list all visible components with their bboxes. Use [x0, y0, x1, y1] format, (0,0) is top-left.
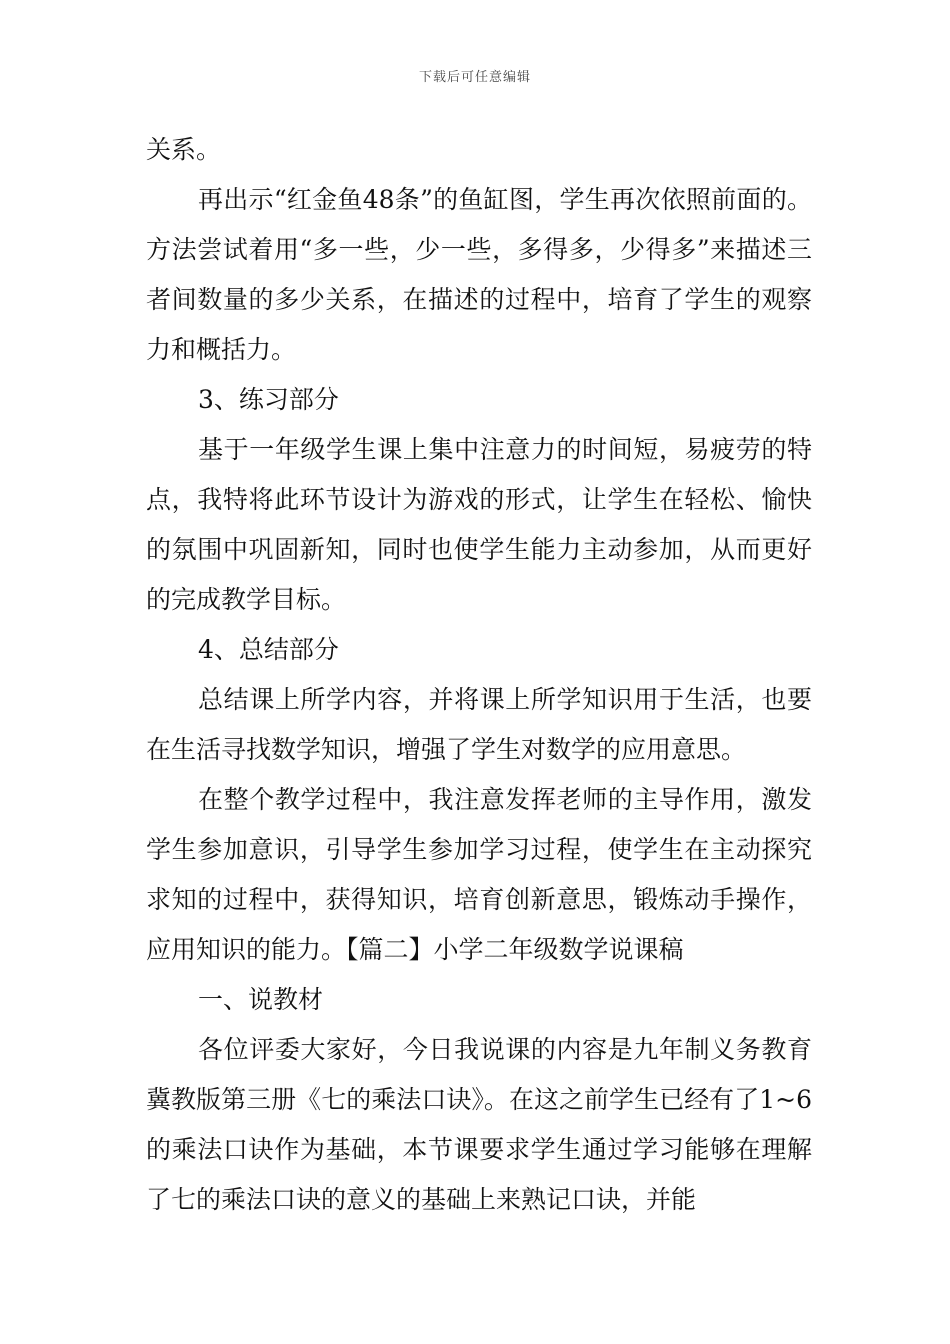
- paragraph-textbook: 各位评委大家好，今日我说课的内容是九年制义务教育冀教版第三册《七的乘法口诀》。在这之前学生已经有了1~6的乘法口诀作为基础，本节课要求学生通过学习能够在理解了七的乘法口诀的意义的基础上来熟记口诀，并能: [146, 1035, 812, 1214]
- paragraph-continuation: 关系。: [146, 135, 222, 164]
- section-heading-summary: 4、总结部分: [198, 635, 339, 664]
- paragraph-goldfish-tank: 再出示“红金鱼48条”的鱼缸图，学生再次依照前面的。方法尝试着用“多一些，少一些，多得多，少得多”来描述三者间数量的多少关系，在描述的过程中，培育了学生的观察力和概括力。: [146, 185, 812, 364]
- header-note: 下载后可任意编辑: [418, 70, 531, 85]
- document-body: [146, 125, 812, 1225]
- paragraph-practice: 基于一年级学生课上集中注意力的时间短，易疲劳的特点，我特将此环节设计为游戏的形式，让学生在轻松、愉快的氛围中巩固新知，同时也使学生能力主动参加，从而更好的完成教学目标。: [146, 435, 812, 614]
- section-heading-practice: 3、练习部分: [198, 385, 339, 414]
- paragraph-teaching-process: 在整个教学过程中，我注意发挥老师的主导作用，激发学生参加意识，引导学生参加学习过程，使学生在主动探究求知的过程中，获得知识，培育创新意思，锻炼动手操作，应用知识的能力。【篇二】小学二年级数学说课稿: [146, 785, 812, 964]
- paragraph-summary: 总结课上所学内容，并将课上所学知识用于生活，也要在生活寻找数学知识，增强了学生对数学的应用意思。: [146, 685, 812, 764]
- section-heading-textbook: 一、说教材: [198, 985, 324, 1014]
